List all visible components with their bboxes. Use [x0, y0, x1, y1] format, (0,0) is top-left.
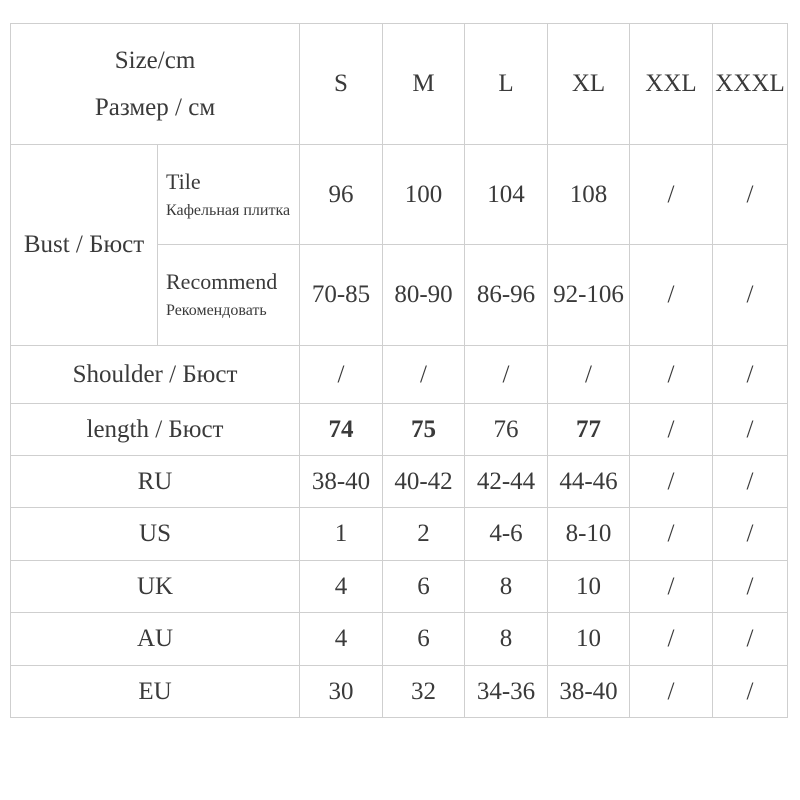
table-cell: / — [383, 346, 465, 404]
table-cell: 6 — [383, 561, 465, 613]
table-cell: 8 — [465, 561, 548, 613]
table-row — [11, 456, 788, 508]
table-cell: 74 — [300, 404, 383, 456]
table-cell: 104 — [465, 145, 548, 245]
table-cell: 96 — [300, 145, 383, 245]
table-cell: / — [548, 346, 630, 404]
table-cell: / — [630, 404, 713, 456]
row-label: UK — [11, 561, 300, 613]
table-row — [11, 346, 788, 404]
table-cell: 10 — [548, 613, 630, 666]
table-cell: / — [713, 666, 788, 718]
table-cell: 70-85 — [300, 245, 383, 346]
row-label: US — [11, 508, 300, 561]
table-cell: / — [630, 245, 713, 346]
table-cell: 76 — [465, 404, 548, 456]
table-cell: 4 — [300, 613, 383, 666]
table-cell: 4 — [300, 561, 383, 613]
table-cell: / — [713, 561, 788, 613]
table-cell: / — [630, 666, 713, 718]
table-row — [11, 508, 788, 561]
table-row — [11, 613, 788, 666]
tile-label-en: Tile — [166, 168, 201, 194]
table-cell: / — [630, 613, 713, 666]
table-cell: 38-40 — [548, 666, 630, 718]
table-cell: 92-106 — [548, 245, 630, 346]
recommend-label-en: Recommend — [166, 269, 278, 295]
table-cell: / — [630, 508, 713, 561]
table-cell: / — [713, 456, 788, 508]
table-cell: 4-6 — [465, 508, 548, 561]
table-cell: / — [630, 456, 713, 508]
table-cell: / — [630, 561, 713, 613]
size-col-header: S — [300, 24, 383, 145]
recommend-label-ru: Рекомендовать — [166, 302, 267, 320]
table-row — [11, 561, 788, 613]
table-cell: 34-36 — [465, 666, 548, 718]
table-cell: 100 — [383, 145, 465, 245]
tile-label-cell — [158, 145, 300, 245]
table-cell: / — [713, 145, 788, 245]
table-cell: / — [713, 404, 788, 456]
row-label: EU — [11, 666, 300, 718]
table-cell: 80-90 — [383, 245, 465, 346]
size-header-cell — [11, 24, 300, 145]
table-cell: / — [465, 346, 548, 404]
table-cell: / — [713, 245, 788, 346]
table-cell: 10 — [548, 561, 630, 613]
table-cell: 8 — [465, 613, 548, 666]
table-cell: 6 — [383, 613, 465, 666]
size-col-header: XXXL — [713, 24, 788, 145]
size-chart-table — [10, 23, 788, 718]
size-col-header: L — [465, 24, 548, 145]
table-cell: 108 — [548, 145, 630, 245]
table-row — [11, 404, 788, 456]
table-cell: / — [713, 346, 788, 404]
table-cell: 86-96 — [465, 245, 548, 346]
table-cell: / — [713, 508, 788, 561]
size-col-header: XXL — [630, 24, 713, 145]
table-row — [11, 666, 788, 718]
row-label: AU — [11, 613, 300, 666]
bust-tile-row — [11, 145, 788, 245]
bust-label: Bust / Бюст — [11, 145, 158, 346]
row-label: RU — [11, 456, 300, 508]
recommend-label-cell — [158, 245, 300, 346]
header-row — [11, 24, 788, 145]
table-cell: 30 — [300, 666, 383, 718]
row-label: length / Бюст — [11, 404, 300, 456]
tile-label-ru: Кафельная плитка — [166, 201, 291, 219]
table-cell: / — [630, 145, 713, 245]
table-cell: 42-44 — [465, 456, 548, 508]
table-cell: 2 — [383, 508, 465, 561]
table-cell: 44-46 — [548, 456, 630, 508]
table-cell: 32 — [383, 666, 465, 718]
table-cell: / — [630, 346, 713, 404]
table-cell: 38-40 — [300, 456, 383, 508]
table-cell: / — [300, 346, 383, 404]
table-cell: 8-10 — [548, 508, 630, 561]
size-header-ru: Размер / см — [94, 94, 216, 121]
table-cell: 75 — [383, 404, 465, 456]
table-cell: 1 — [300, 508, 383, 561]
size-col-header: XL — [548, 24, 630, 145]
row-label: Shoulder / Бюст — [11, 346, 300, 404]
size-header-en: Size/cm — [114, 46, 196, 74]
table-cell: 77 — [548, 404, 630, 456]
table-cell: 40-42 — [383, 456, 465, 508]
size-col-header: M — [383, 24, 465, 145]
table-cell: / — [713, 613, 788, 666]
